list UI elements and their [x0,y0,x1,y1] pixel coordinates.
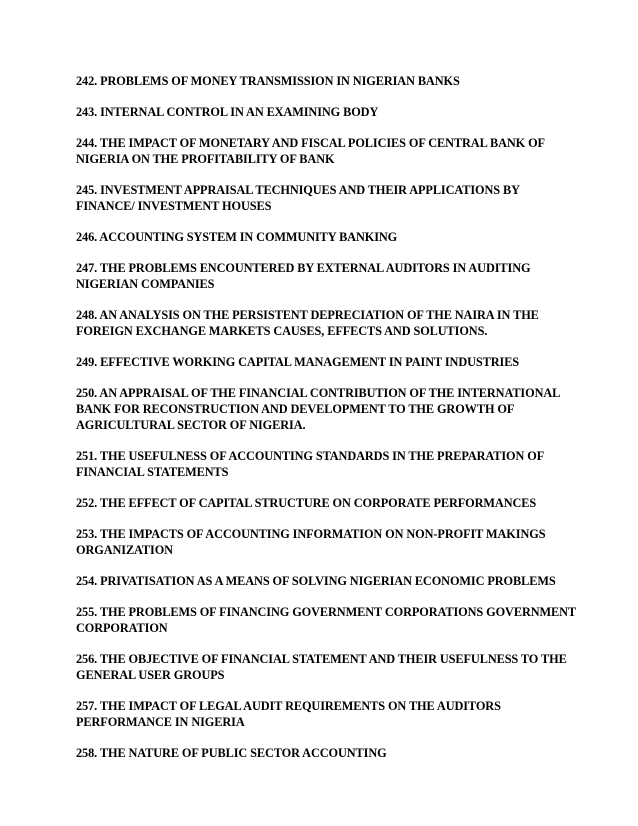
topic-item: 256. THE OBJECTIVE OF FINANCIAL STATEMENT AND THEIR USEFULNESS TO THE GENERAL USER GROUPS [76,652,567,682]
topic-item: 247. THE PROBLEMS ENCOUNTERED BY EXTERNAL AUDITORS IN AUDITING NIGERIAN COMPANIES [76,261,531,291]
topic-item: 258. THE NATURE OF PUBLIC SECTOR ACCOUNTING [76,746,387,760]
topic-item: 244. THE IMPACT OF MONETARY AND FISCAL POLICIES OF CENTRAL BANK OF NIGERIA ON THE PROFITABILITY OF BANK [76,136,545,166]
topic-item: 250. AN APPRAISAL OF THE FINANCIAL CONTRIBUTION OF THE INTERNATIONAL BANK FOR RECONSTRUCTION AND DEVELOPMENT TO THE GROWTH OF AGRICULTURAL SECTOR OF NIGERIA. [76,386,560,432]
topic-item: 257. THE IMPACT OF LEGAL AUDIT REQUIREMENTS ON THE AUDITORS PERFORMANCE IN NIGERIA [76,699,501,729]
topic-item: 255. THE PROBLEMS OF FINANCING GOVERNMENT CORPORATIONS GOVERNMENT CORPORATION [76,605,576,635]
topic-item: 245. INVESTMENT APPRAISAL TECHNIQUES AND THEIR APPLICATIONS BY FINANCE/ INVESTMENT HOUSES [76,183,520,213]
topic-item: 243. INTERNAL CONTROL IN AN EXAMINING BODY [76,105,379,119]
topic-item: 252. THE EFFECT OF CAPITAL STRUCTURE ON CORPORATE PERFORMANCES [76,496,537,510]
topic-list [76,73,576,776]
topic-item: 248. AN ANALYSIS ON THE PERSISTENT DEPRECIATION OF THE NAIRA IN THE FOREIGN EXCHANGE MARKETS CAUSES, EFFECTS AND SOLUTIONS. [76,308,539,338]
topic-item: 246. ACCOUNTING SYSTEM IN COMMUNITY BANKING [76,230,398,244]
topic-item: 253. THE IMPACTS OF ACCOUNTING INFORMATION ON NON-PROFIT MAKINGS ORGANIZATION [76,527,546,557]
topic-item: 242. PROBLEMS OF MONEY TRANSMISSION IN NIGERIAN BANKS [76,74,460,88]
topic-item: 251. THE USEFULNESS OF ACCOUNTING STANDARDS IN THE PREPARATION OF FINANCIAL STATEMENTS [76,449,544,479]
topic-item: 249. EFFECTIVE WORKING CAPITAL MANAGEMENT IN PAINT INDUSTRIES [76,355,520,369]
topic-item: 254. PRIVATISATION AS A MEANS OF SOLVING NIGERIAN ECONOMIC PROBLEMS [76,574,556,588]
